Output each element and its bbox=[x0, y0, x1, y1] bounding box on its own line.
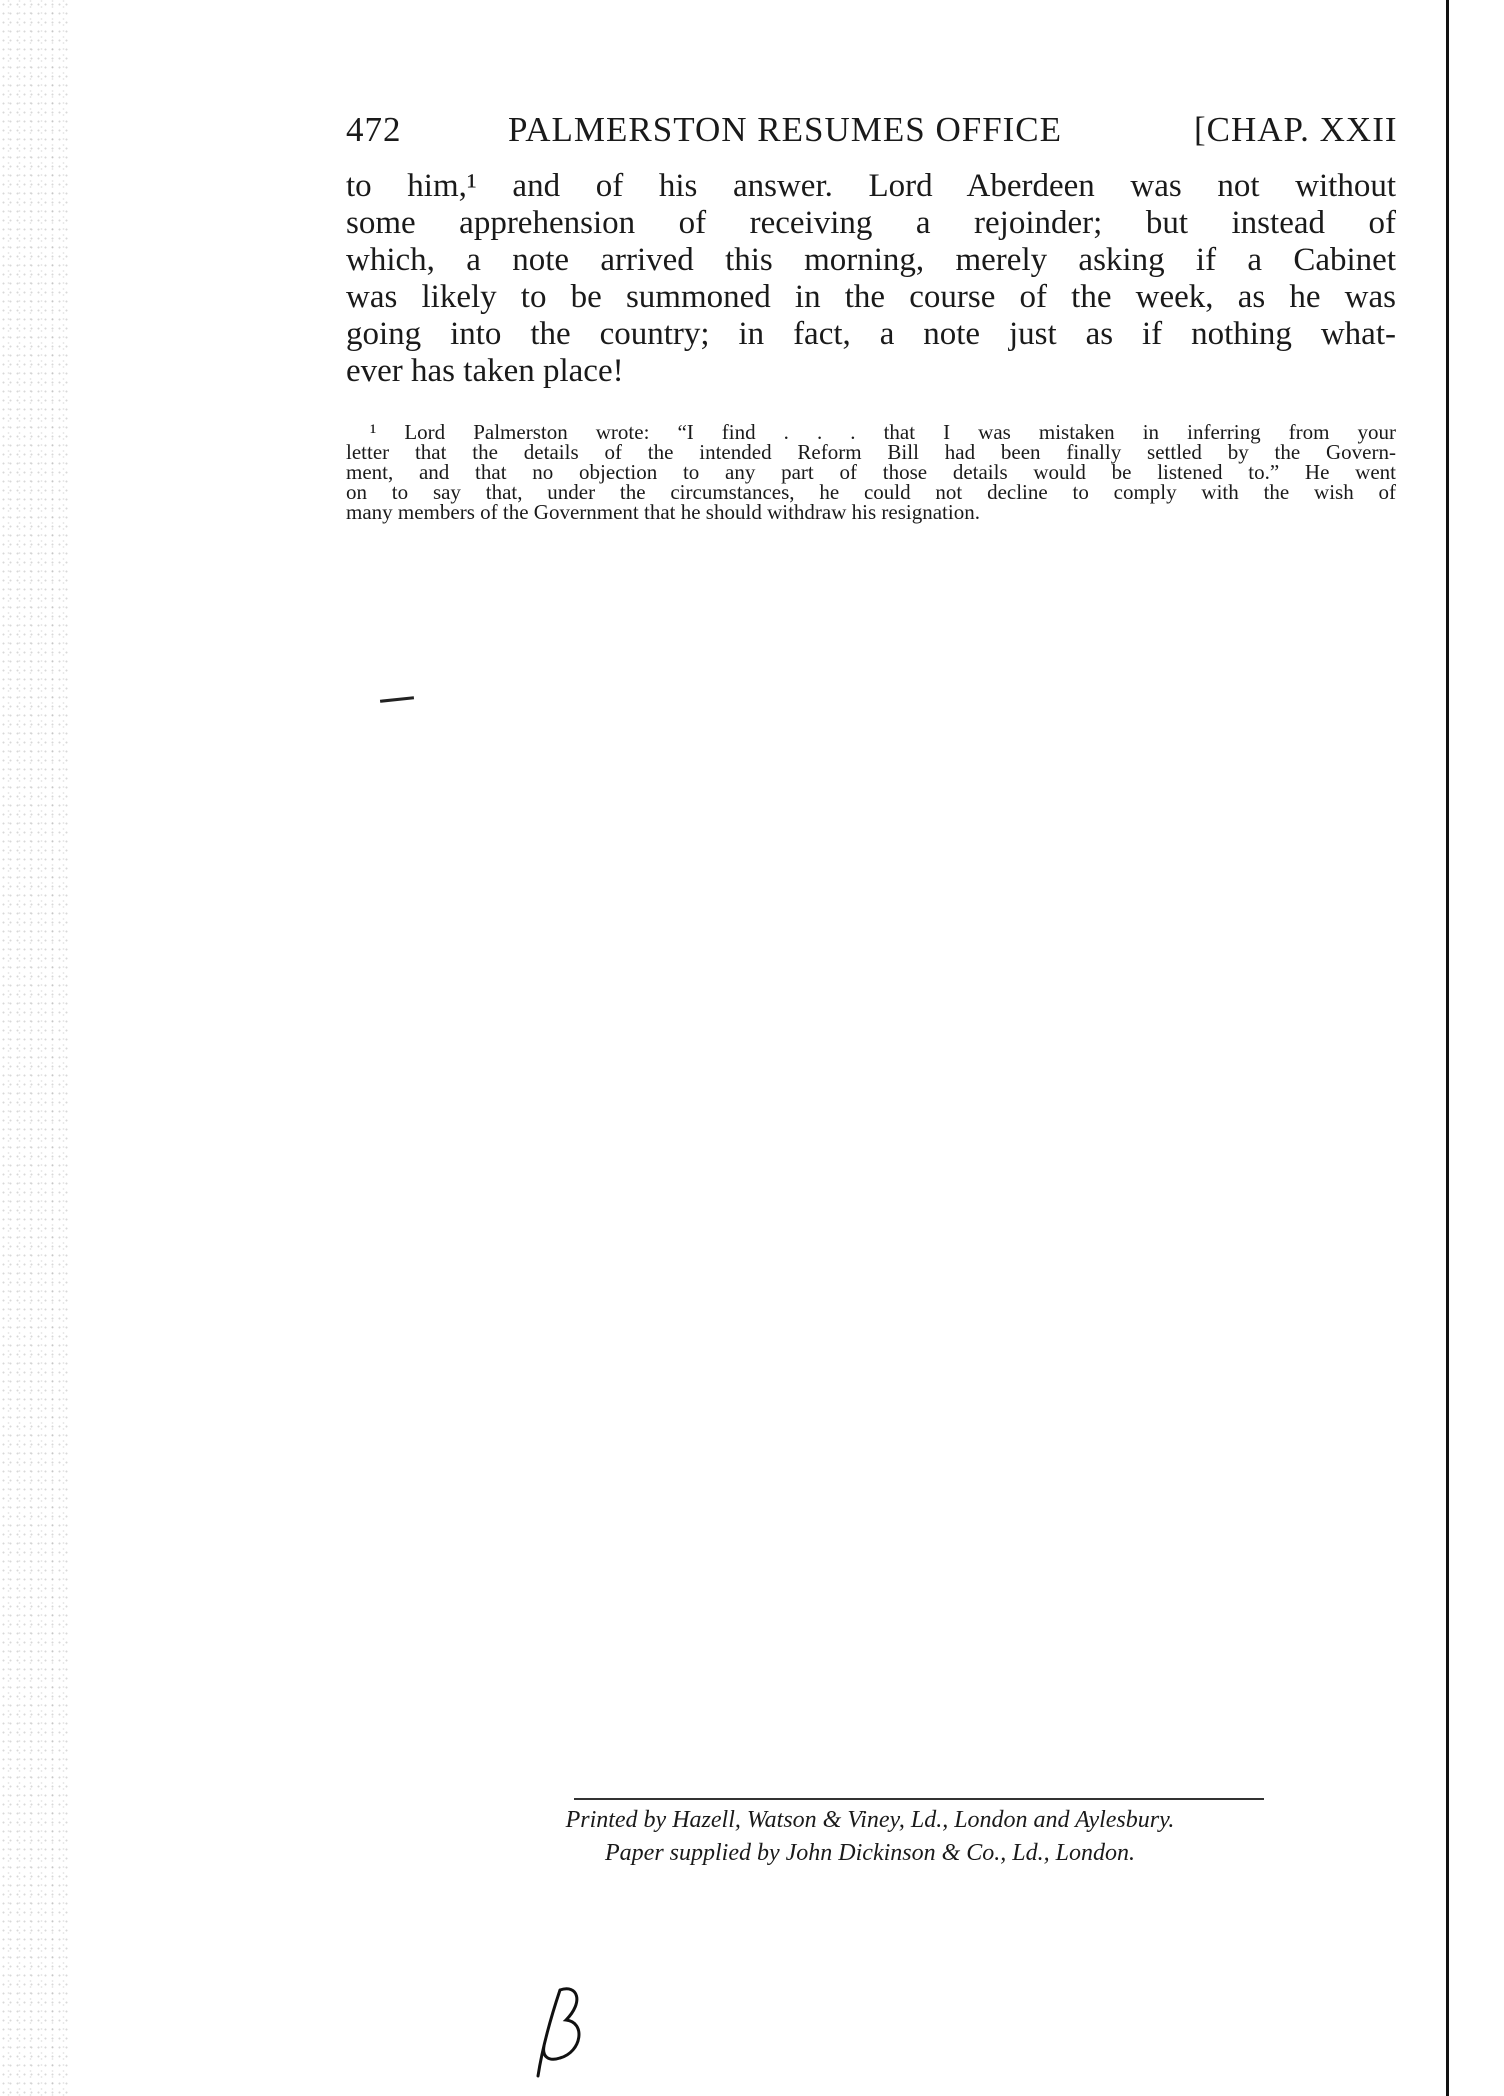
chapter-reference: [CHAP. XXII bbox=[1194, 110, 1398, 149]
footnote-line: on to say that, under the circumstances, he could not decline to comply with the wish of bbox=[346, 480, 1396, 504]
body-line: was likely to be summoned in the course of the week, as he was bbox=[346, 279, 1396, 315]
body-line: ever has taken place! bbox=[346, 353, 624, 389]
body-line: which, a note arrived this morning, merely asking if a Cabinet bbox=[346, 242, 1396, 278]
footnote-line: letter that the details of the intended Reform Bill had been finally settled by the Govern- bbox=[346, 440, 1396, 464]
footnote-line: ¹ Lord Palmerston wrote: “I find . . . that I was mistaken in inferring from your bbox=[370, 420, 1396, 444]
scan-speckle-margin bbox=[0, 0, 70, 2096]
page-edge-rule bbox=[1446, 0, 1449, 2096]
footnote bbox=[346, 422, 1396, 522]
printer-line: Printed by Hazell, Watson & Viney, Ld., London and Aylesbury. bbox=[565, 1807, 1175, 1833]
body-paragraph bbox=[346, 168, 1396, 390]
body-line: going into the country; in fact, a note just as if nothing what- bbox=[346, 316, 1396, 352]
running-header bbox=[346, 110, 1396, 150]
paper-supplier-line: Paper supplied by John Dickinson & Co., Ld., London. bbox=[605, 1840, 1135, 1866]
running-title: PALMERSTON RESUMES OFFICE bbox=[508, 110, 1063, 149]
body-line: to him,¹ and of his answer. Lord Aberdeen was not without bbox=[346, 168, 1396, 204]
footnote-line: many members of the Government that he should withdraw his resignation. bbox=[346, 500, 980, 524]
printer-imprint bbox=[440, 1804, 1300, 1870]
page-number: 472 bbox=[346, 110, 402, 149]
body-line: some apprehension of receiving a rejoinder; but instead of bbox=[346, 205, 1396, 241]
stray-ink-mark bbox=[380, 696, 414, 703]
handwritten-b-mark bbox=[520, 1980, 600, 2080]
footnote-line: ment, and that no objection to any part of those details would be listened to.” He went bbox=[346, 460, 1396, 484]
imprint-divider bbox=[574, 1798, 1264, 1800]
